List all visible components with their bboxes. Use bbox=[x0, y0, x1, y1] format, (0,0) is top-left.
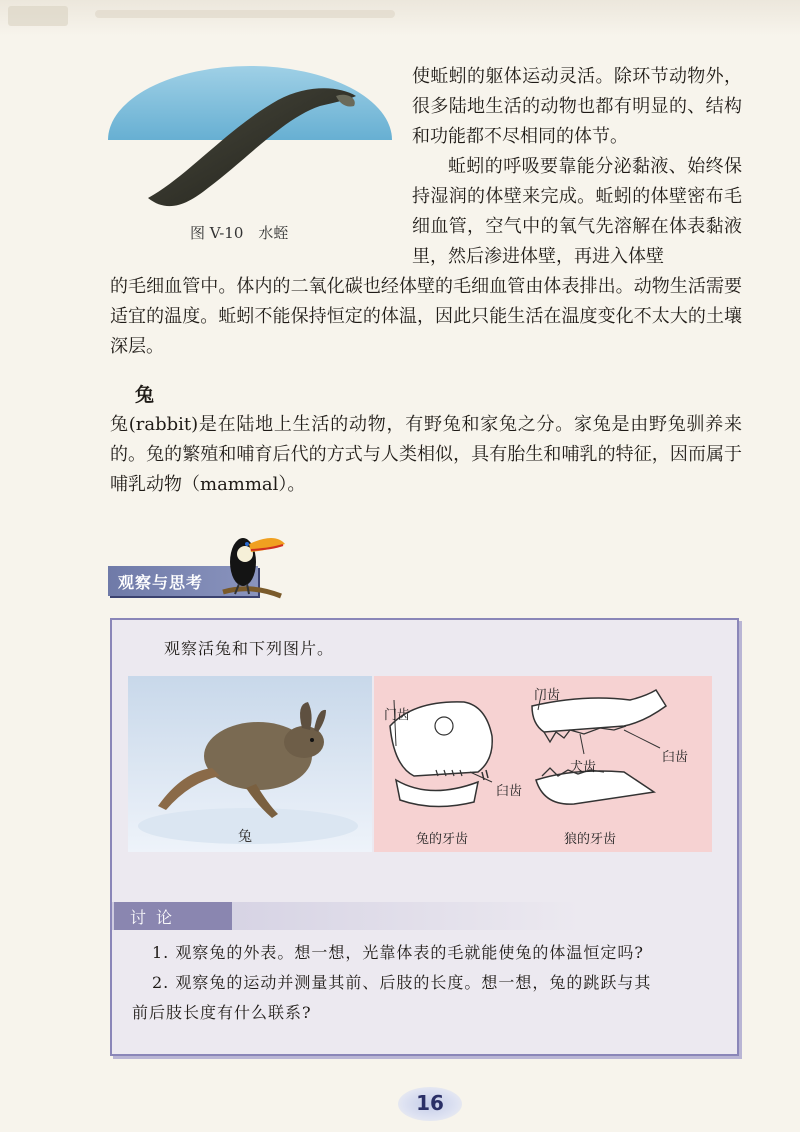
header-decoration bbox=[8, 6, 68, 26]
wolf-incisor-label: 门齿 bbox=[534, 688, 561, 703]
discussion-tag-label: 讨论 bbox=[130, 908, 183, 927]
page-number bbox=[398, 1087, 462, 1121]
discussion-tag bbox=[114, 902, 232, 930]
paragraph-2-start: 蚯蚓的呼吸要靠能分泌黏液、始终保持湿润的体壁来完成。蚯蚓的体壁密布毛细血管，空气中的氧气先溶解在体表黏液里，然后渗进体壁，再进入体壁 bbox=[412, 156, 742, 267]
paragraph-rabbit: 兔(rabbit)是在陆地上生活的动物，有野兔和家兔之分。家兔是由野兔驯养来的。兔的繁殖和哺育后代的方式与人类相似，具有胎生和哺乳的特征，因而属于哺乳动物（mammal）。 bbox=[110, 414, 742, 495]
figure-caption: 图 V-10 水蛭 bbox=[190, 224, 289, 242]
leech-illustration bbox=[108, 58, 398, 226]
page-number-text: 16 bbox=[416, 1091, 444, 1115]
observe-banner-label: 观察与思考 bbox=[118, 573, 204, 592]
question-2-continued: 前后肢长度有什么联系? bbox=[132, 1003, 312, 1022]
toucan-icon bbox=[215, 522, 287, 602]
observe-intro: 观察活兔和下列图片。 bbox=[164, 639, 335, 658]
header-faint-text bbox=[95, 10, 395, 18]
paragraph-earthworm-segments bbox=[412, 62, 742, 272]
teeth-diagram-panel bbox=[374, 676, 712, 852]
rabbit-teeth-caption: 兔的牙齿 bbox=[416, 832, 469, 847]
wolf-molar-label: 臼齿 bbox=[662, 750, 689, 765]
rabbit-molar-label: 臼齿 bbox=[496, 784, 523, 799]
rabbit-photo bbox=[128, 676, 372, 852]
question-1: 1. 观察兔的外表。想一想，光靠体表的毛就能使兔的体温恒定吗? bbox=[152, 943, 644, 962]
question-2: 2. 观察兔的运动并测量其前、后肢的长度。想一想，兔的跳跃与其 bbox=[152, 973, 652, 992]
header-strip bbox=[0, 0, 800, 36]
paragraph-1: 使蚯蚓的躯体运动灵活。除环节动物外，很多陆地生活的动物也都有明显的、结构和功能都不尽相同的体节。 bbox=[412, 66, 742, 147]
wolf-teeth-caption: 狼的牙齿 bbox=[564, 832, 617, 847]
wolf-canine-label: 犬齿 bbox=[570, 760, 597, 775]
rabbit-incisor-label: 门齿 bbox=[384, 708, 411, 723]
paragraph-2-continued: 的毛细血管中。体内的二氧化碳也经体壁的毛细血管由体表排出。动物生活需要适宜的温度。蚯蚓不能保持恒定的体温，因此只能生活在温度变化不太大的土壤深层。 bbox=[110, 276, 742, 357]
observe-think-box bbox=[110, 618, 739, 1056]
rabbit-photo-label: 兔 bbox=[238, 829, 252, 845]
section-title-rabbit: 兔 bbox=[135, 384, 155, 406]
